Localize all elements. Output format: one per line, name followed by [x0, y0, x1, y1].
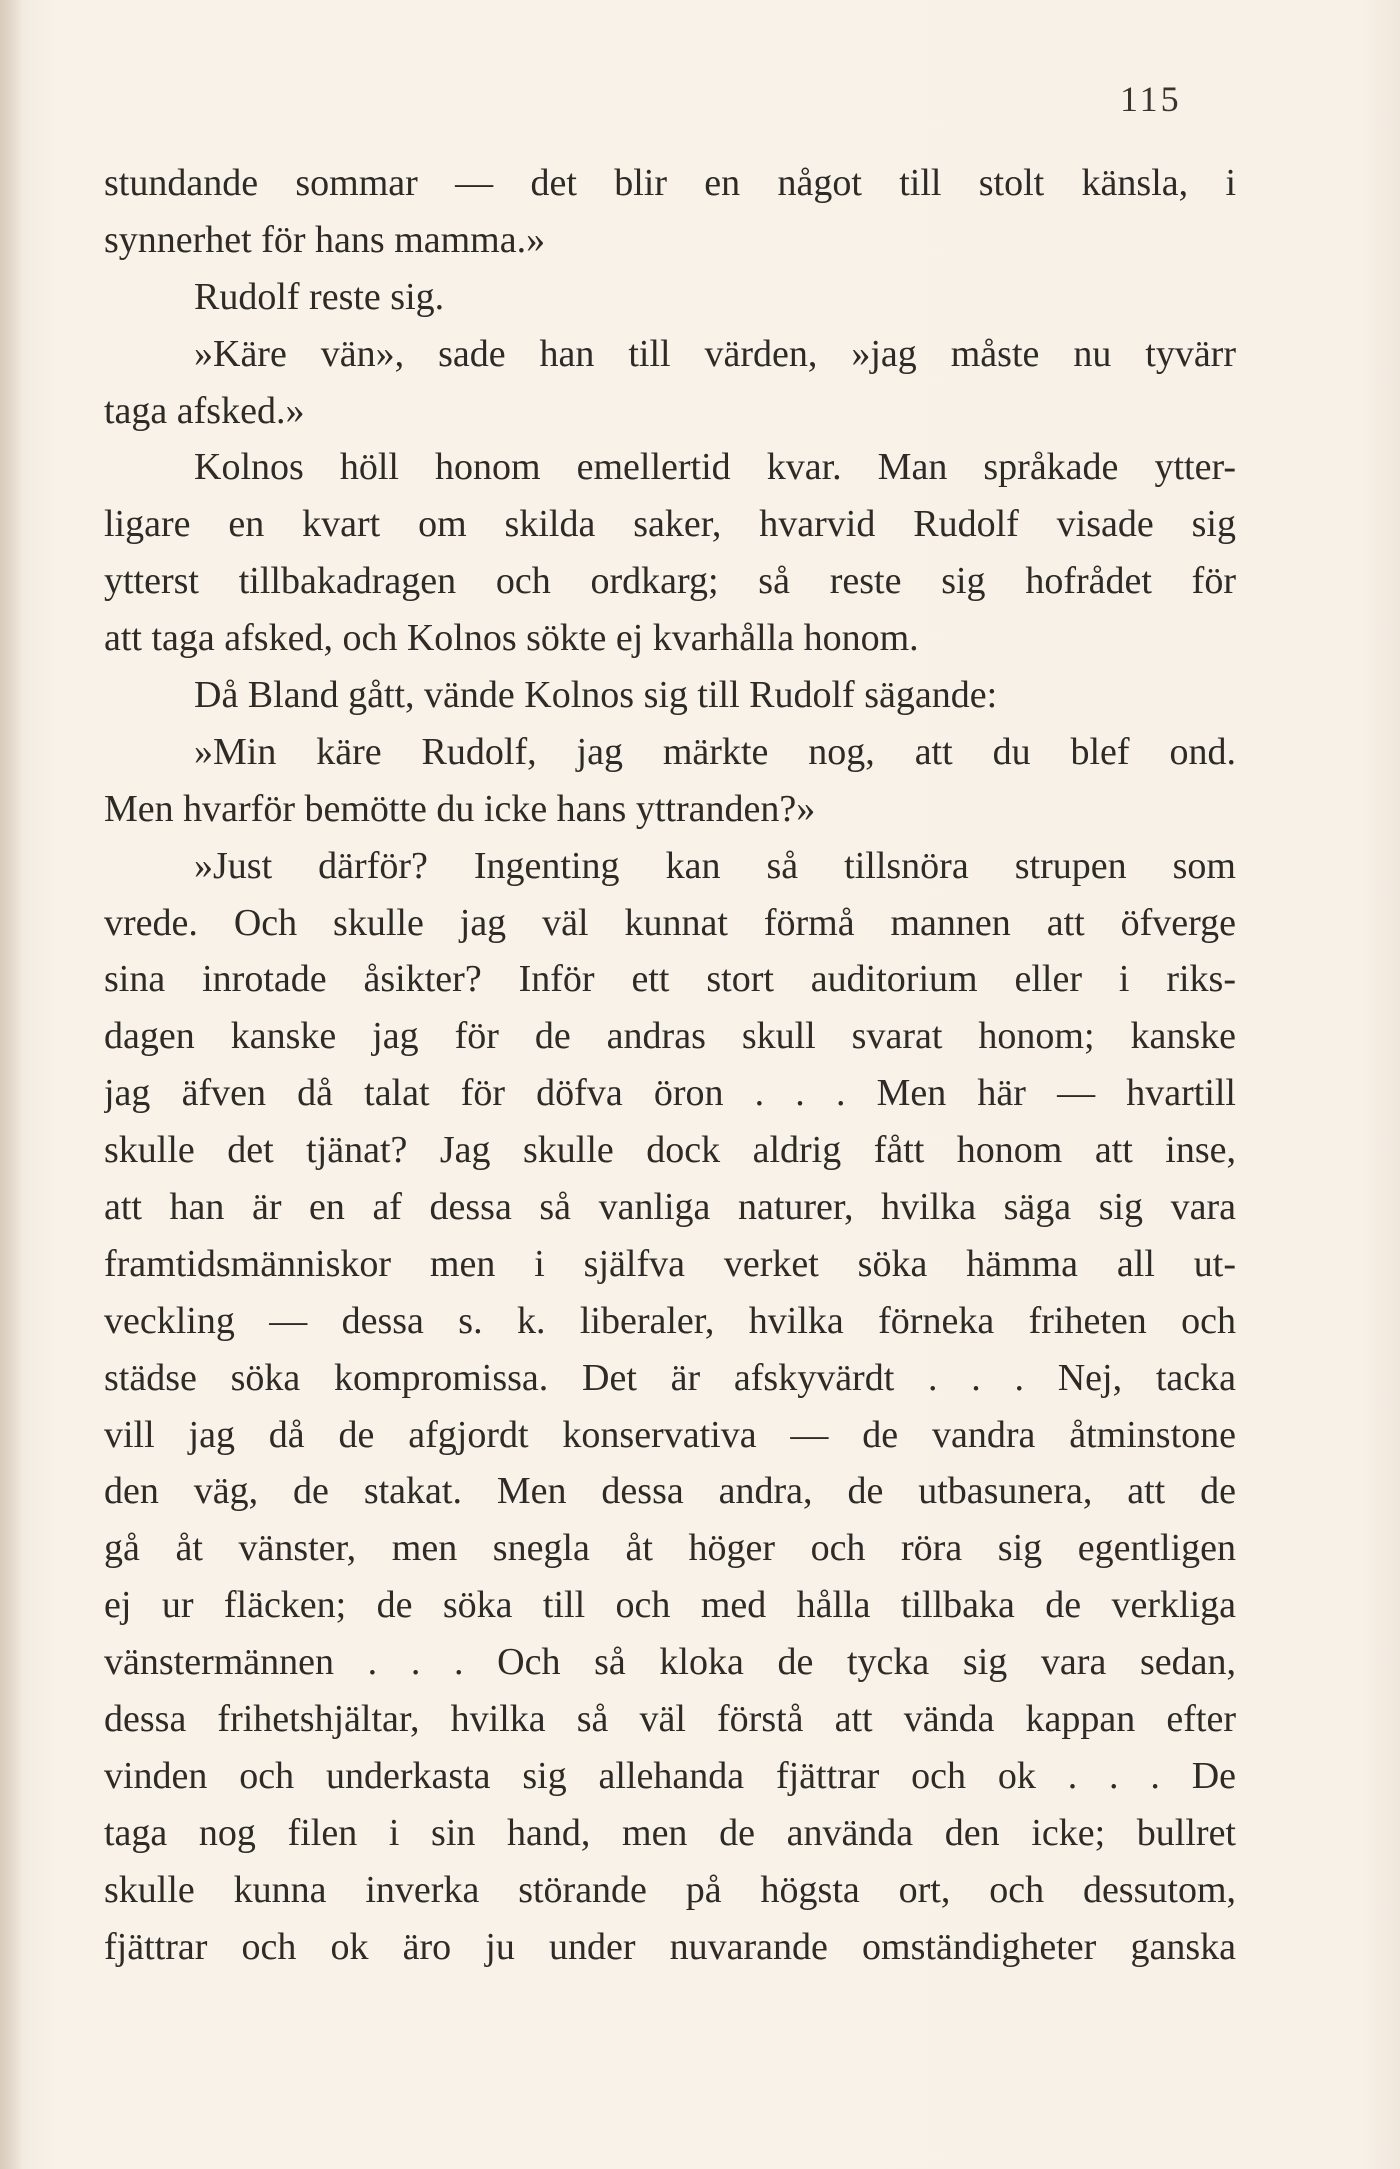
text-line: Då Bland gått, vände Kolnos sig till Rudolf sägande: [194, 674, 998, 717]
text-line: skulle det tjänat? Jag skulle dock aldrig fått honom att inse, [104, 1129, 1236, 1172]
text-line: att taga afsked, och Kolnos sökte ej kvarhålla honom. [104, 617, 919, 660]
text-line: den väg, de stakat. Men dessa andra, de utbasunera, att de [104, 1470, 1236, 1513]
text-line: vinden och underkasta sig allehanda fjättrar och ok . . . De [104, 1754, 1236, 1797]
text-line: jag äfven då talat för döfva öron . . . Men här — hvartill [104, 1072, 1236, 1115]
text-line: gå åt vänster, men snegla åt höger och röra sig egentligen [104, 1527, 1236, 1570]
text-line: skulle kunna inverka störande på högsta ort, och dessutom, [104, 1868, 1236, 1911]
text-line: Rudolf reste sig. [194, 275, 445, 318]
text-line: ytterst tillbakadragen och ordkarg; så reste sig hofrådet för [104, 560, 1236, 603]
text-line: ligare en kvart om skilda saker, hvarvid Rudolf visade sig [104, 503, 1236, 546]
text-line: Kolnos höll honom emellertid kvar. Man språkade ytter- [194, 446, 1236, 489]
text-line: »Min käre Rudolf, jag märkte nog, att du blef ond. [194, 730, 1236, 773]
text-line: synnerhet för hans mamma.» [104, 218, 546, 261]
text-line: dessa frihetshjältar, hvilka så väl förstå att vända kappan efter [104, 1698, 1236, 1741]
text-line: framtidsmänniskor men i själfva verket söka hämma all ut- [104, 1242, 1236, 1285]
text-line: taga nog filen i sin hand, men de använda den icke; bullret [104, 1811, 1236, 1854]
page-binding-shadow [0, 0, 22, 2169]
text-line: att han är en af dessa så vanliga naturer, hvilka säga sig vara [104, 1186, 1236, 1229]
page-number: 115 [1120, 79, 1182, 119]
text-line: taga afsked.» [104, 389, 305, 432]
text-line: vrede. Och skulle jag väl kunnat förmå mannen att öfverge [104, 901, 1236, 944]
text-line: Men hvarför bemötte du icke hans yttranden?» [104, 787, 816, 830]
text-line: dagen kanske jag för de andras skull svarat honom; kanske [104, 1015, 1236, 1058]
text-line: städse söka kompromissa. Det är afskyvärdt . . . Nej, tacka [104, 1356, 1236, 1399]
text-line: stundande sommar — det blir en något till stolt känsla, i [104, 162, 1236, 204]
text-line: »Käre vän», sade han till värden, »jag måste nu tyvärr [194, 332, 1236, 375]
text-line: fjättrar och ok äro ju under nuvarande omständigheter ganska [104, 1925, 1236, 1968]
text-line: ej ur fläcken; de söka till och med hålla tillbaka de verkliga [104, 1584, 1236, 1627]
body-text [104, 155, 1236, 1976]
text-line: veckling — dessa s. k. liberaler, hvilka förneka friheten och [104, 1299, 1236, 1342]
text-line: vänstermännen . . . Och så kloka de tycka sig vara sedan, [104, 1641, 1236, 1684]
text-line: »Just därför? Ingenting kan så tillsnöra strupen som [194, 844, 1236, 887]
text-line: vill jag då de afgjordt konservativa — de vandra åtminstone [104, 1413, 1236, 1456]
text-line: sina inrotade åsikter? Inför ett stort auditorium eller i riks- [104, 958, 1236, 1001]
